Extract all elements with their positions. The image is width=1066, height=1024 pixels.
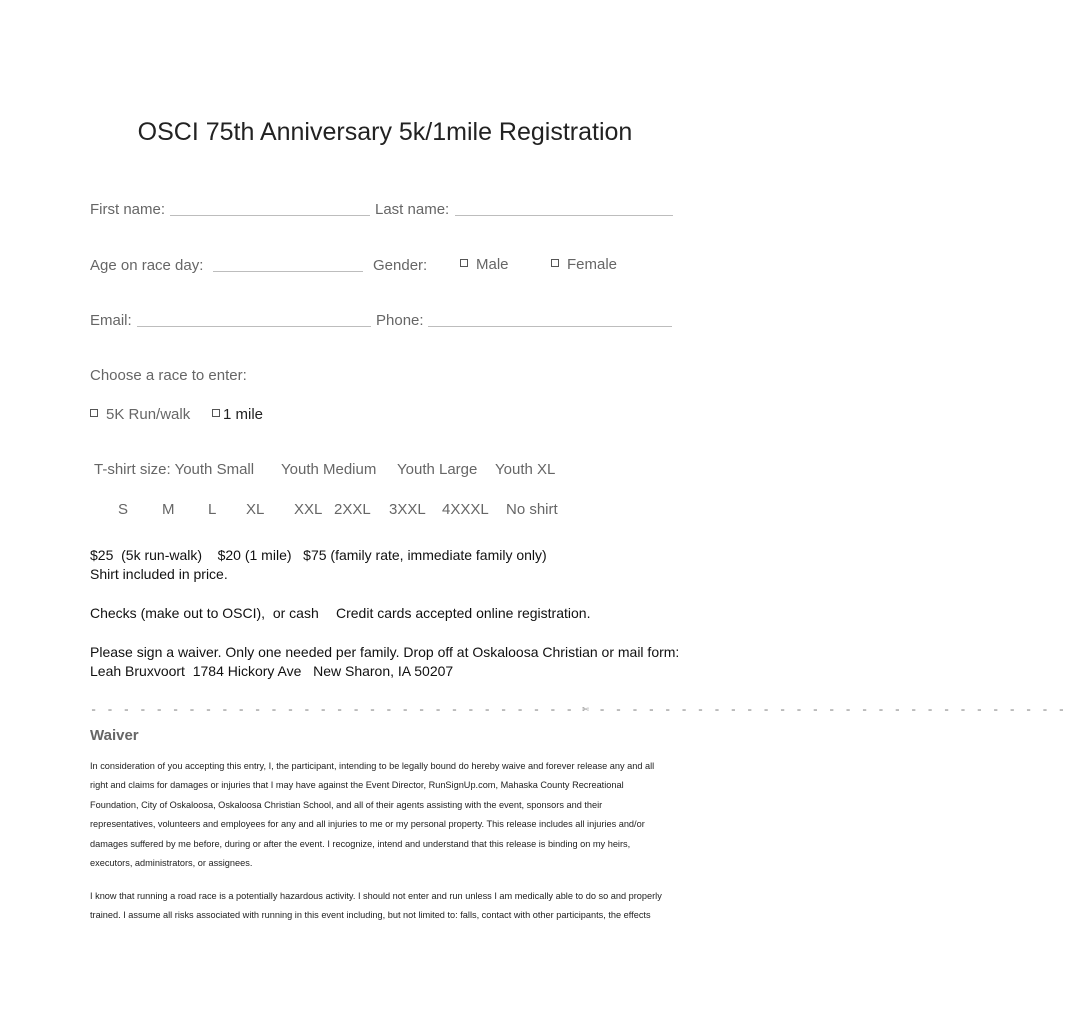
waiver-heading: Waiver (90, 727, 139, 744)
pricing-line: $25 (5k run-walk) $20 (1 mile) $75 (family rate, immediate family only) (90, 547, 547, 563)
mail-instructions: Please sign a waiver. Only one needed per family. Drop off at Oskaloosa Christian or mail form: (90, 644, 680, 660)
phone-label: Phone: (376, 312, 424, 329)
waiver-line: I know that running a road race is a potentially hazardous activity. I should not enter and run unless I am medically able to do so and properly (90, 891, 662, 901)
phone-field[interactable] (428, 326, 672, 327)
tshirt-size-l[interactable]: L (208, 501, 217, 518)
gender-female-label: Female (567, 256, 618, 273)
waiver-line: Foundation, City of Oskaloosa, Oskaloosa Christian School, and all of their agents assisting with the event, sponsors and their (90, 799, 603, 810)
waiver-paragraph-2 (90, 887, 690, 926)
page-title: OSCI 75th Anniversary 5k/1mile Registration (137, 118, 633, 146)
waiver-paragraph-1 (90, 757, 690, 873)
waiver-line: right and claims for damages or injuries that I may have against the Event Director, RunSignUp.com, Mahaska County Recreational (90, 780, 624, 791)
scissors-icon: ✄ (582, 703, 591, 717)
tshirt-size-m[interactable]: M (162, 501, 175, 518)
gender-label: Gender: (373, 257, 428, 274)
payment-checks: Checks (make out to OSCI), or cash (90, 605, 319, 621)
gender-female-option[interactable] (551, 256, 617, 273)
last-name-field[interactable] (455, 215, 673, 216)
age-field[interactable] (213, 271, 363, 272)
race-option-5k-label: 5K Run/walk (106, 406, 191, 423)
checkbox-icon (212, 409, 220, 417)
race-option-5k[interactable] (90, 406, 190, 423)
waiver-line: trained. I assume all risks associated with running in this event including, but not limited to: falls, contact with other participants, the effects (90, 910, 651, 921)
email-label: Email: (90, 312, 132, 329)
tshirt-size-xxl[interactable]: XXL (294, 501, 323, 518)
pricing-shirt-note: Shirt included in price. (90, 566, 228, 582)
tshirt-size-3xxl[interactable]: 3XXL (389, 501, 426, 518)
race-option-1mile[interactable] (212, 406, 263, 423)
mail-address: Leah Bruxvoort 1784 Hickory Ave New Sharon, IA 50207 (90, 663, 454, 679)
checkbox-icon (460, 259, 468, 267)
tshirt-youth-xl[interactable]: Youth XL (495, 461, 556, 478)
race-option-1mile-label: 1 mile (223, 406, 264, 423)
gender-male-label: Male (476, 256, 509, 273)
tshirt-size-2xxl[interactable]: 2XXL (334, 501, 371, 518)
waiver-line: In consideration of you accepting this entry, I, the participant, intending to be legally bound do hereby waive and forever release any and all (90, 761, 655, 771)
tshirt-youth-large[interactable]: Youth Large (397, 461, 478, 478)
age-label: Age on race day: (90, 257, 204, 274)
tshirt-no-shirt[interactable]: No shirt (506, 501, 558, 518)
last-name-label: Last name: (375, 201, 450, 218)
checkbox-icon (551, 259, 559, 267)
gender-male-option[interactable] (460, 256, 509, 273)
waiver-line: representatives, volunteers and employees for any and all injuries to me or my personal property. This release includes all injuries and/or (90, 819, 645, 830)
waiver-line: executors, administrators, or assignees. (90, 858, 253, 869)
tshirt-size-s[interactable]: S (118, 501, 129, 518)
first-name-field[interactable] (170, 215, 370, 216)
email-field[interactable] (137, 326, 371, 327)
waiver-line: damages suffered by me before, during or after the event. I recognize, intend and understand that this release is binding on my heirs, (90, 838, 631, 849)
tshirt-size-xl[interactable]: XL (246, 501, 265, 518)
tshirt-label: T-shirt size: Youth Small (94, 461, 255, 478)
first-name-label: First name: (90, 201, 166, 218)
cut-line-divider: - - - - - - - - - - - - - - - - - - - - - - - - - - - - - - ✄ - - - - - - - - - - - - - - - - - - - - - - - - - - - - - (90, 703, 1066, 717)
tshirt-size-4xxxl[interactable]: 4XXXL (442, 501, 489, 518)
payment-cards: Credit cards accepted online registration. (336, 605, 591, 621)
race-prompt: Choose a race to enter: (90, 367, 247, 384)
checkbox-icon (90, 409, 98, 417)
tshirt-youth-medium[interactable]: Youth Medium (281, 461, 377, 478)
